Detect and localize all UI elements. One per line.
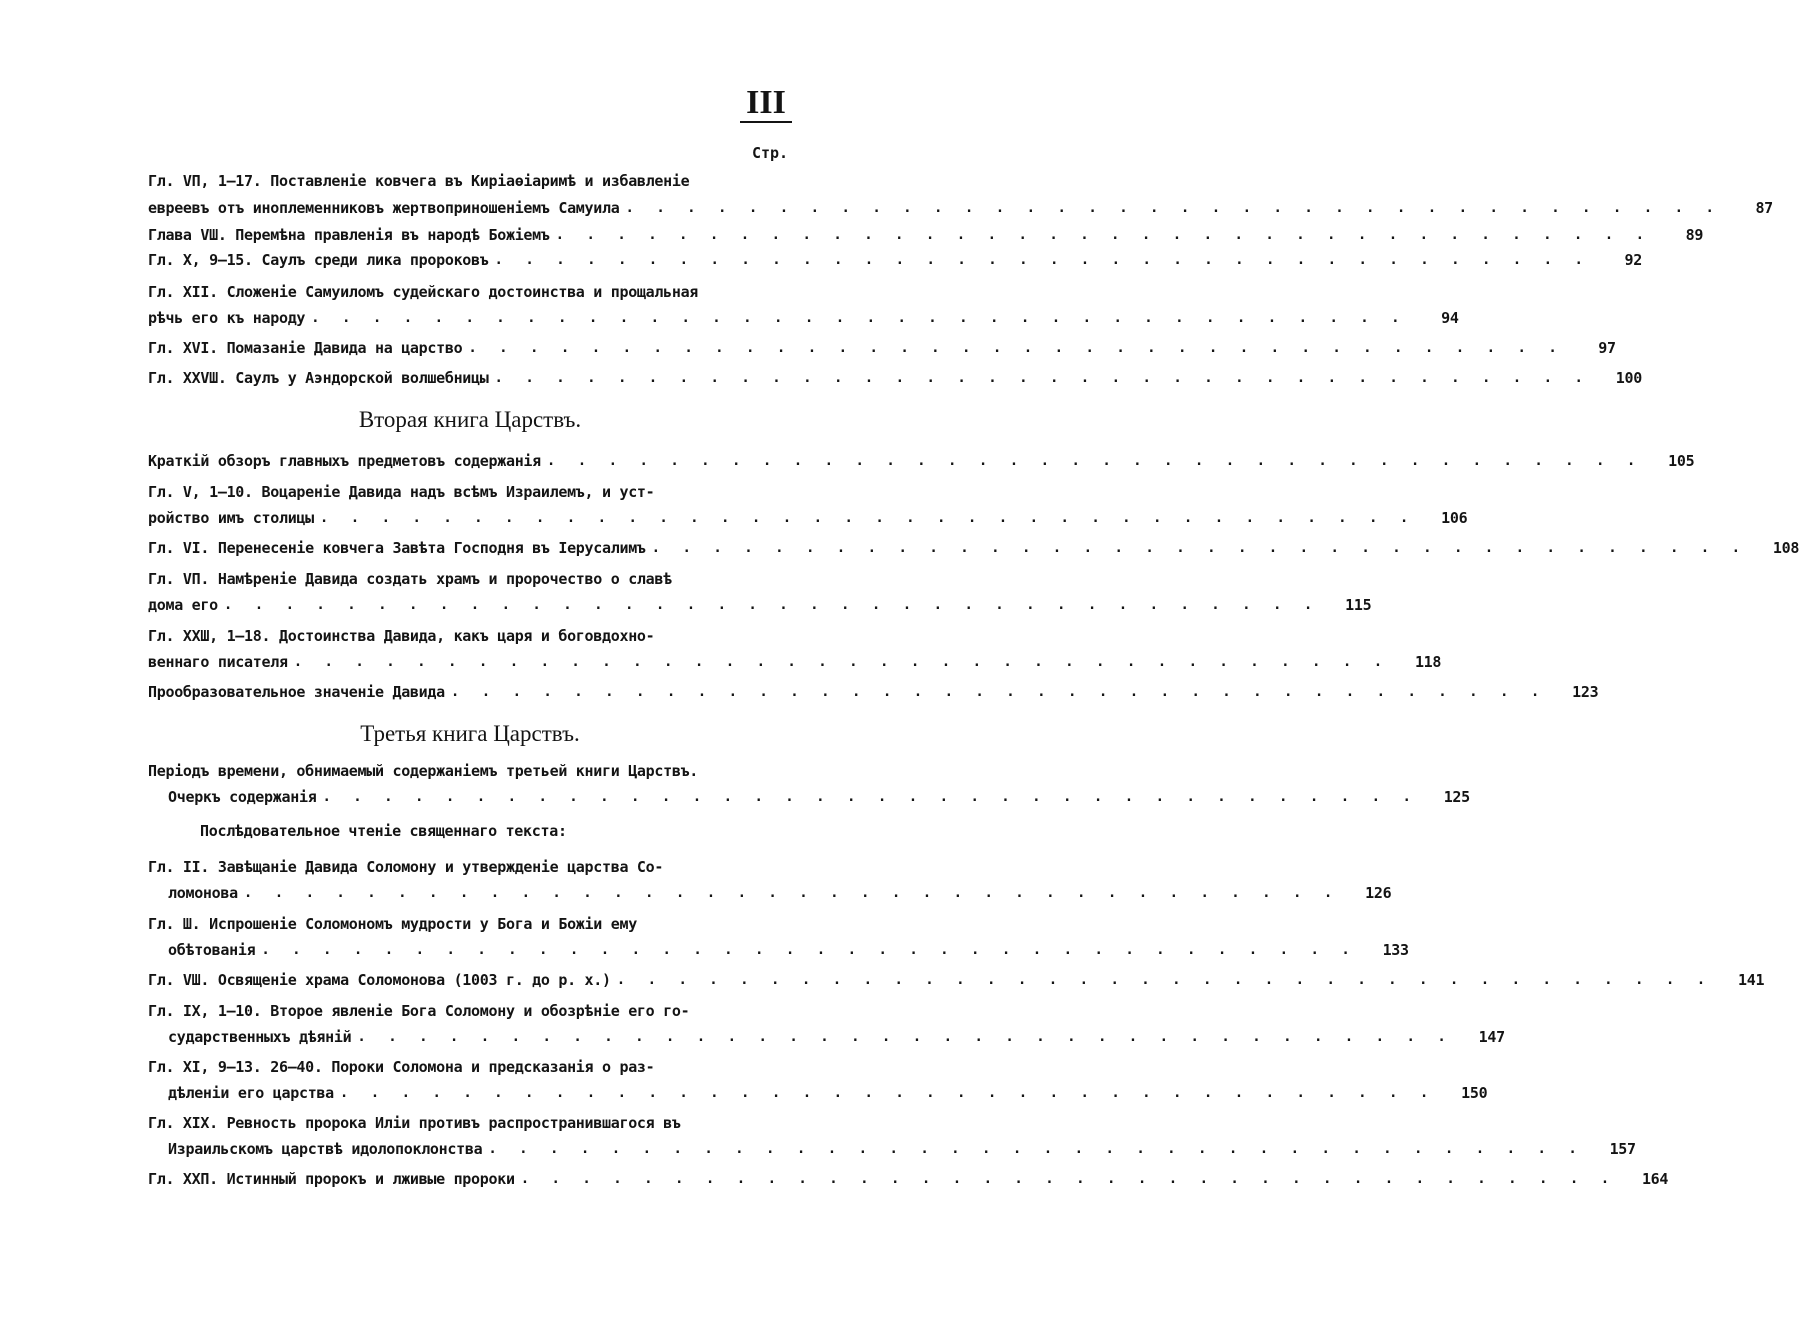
dot-leader: . . . . . . . . . . . . . . . . . . . . . . . . . . . . . . . . . . . . — [651, 540, 1748, 556]
toc-entry: евреевъ отъ иноплеменниковъ жертвоприношеніемъ Самуила . . . . . . . . . . . . . . . . . . . . . . . . . . . . . . . . . . . . 87 — [148, 199, 1773, 217]
toc-entry-line: Гл. VП. Намѣреніе Давида создать храмъ и пророчество о славѣ — [148, 570, 672, 588]
toc-entry-line: Гл. II. Завѣщаніе Давида Соломону и утвержденіе царства Со- — [148, 858, 664, 876]
toc-entry-line: Гл. XII. Сложеніе Самуиломъ судейскаго достоинства и прощальная — [148, 283, 699, 301]
toc-page-number: 89 — [1685, 226, 1704, 244]
toc-entry: обѣтованія . . . . . . . . . . . . . . . . . . . . . . . . . . . . . . . . . . . . 133 — [168, 941, 1409, 959]
toc-page-number: 87 — [1755, 199, 1773, 217]
toc-entry-line: Гл. Ш. Испрошеніе Соломономъ мудрости у Бога и Божіи ему — [148, 915, 637, 933]
dot-leader: . . . . . . . . . . . . . . . . . . . . . . . . . . . . . . . . . . . . — [494, 252, 1590, 268]
toc-page-number: 164 — [1641, 1170, 1669, 1188]
subheading: Послѣдовательное чтеніе священнаго текста: — [200, 822, 567, 840]
toc-entry-line: Гл. V, 1—10. Воцареніе Давида надъ всѣмъ Израилемъ, и уст- — [148, 483, 655, 501]
dot-leader: . . . . . . . . . . . . . . . . . . . . . . . . . . . . . . . . . . . . — [616, 972, 1713, 988]
dot-leader: . . . . . . . . . . . . . . . . . . . . . . . . . . . . . . . . . . . . — [319, 510, 1416, 526]
page-column-label: Стр. — [751, 144, 789, 162]
toc-entry: дѣленіи его царства . . . . . . . . . . . . . . . . . . . . . . . . . . . . . . . . . . . . 150 — [168, 1084, 1488, 1102]
toc-entry: веннаго писателя . . . . . . . . . . . . . . . . . . . . . . . . . . . . . . . . . . . . 118 — [148, 653, 1442, 671]
dot-leader: . . . . . . . . . . . . . . . . . . . . . . . . . . . . . . . . . . . . — [311, 310, 1407, 326]
toc-page-number: 141 — [1737, 971, 1765, 989]
toc-entry: Израильскомъ царствѣ идолопоклонства . . . . . . . . . . . . . . . . . . . . . . . . . . . . . . . . . . . . 157 — [168, 1140, 1636, 1158]
toc-entry: Гл. VI. Перенесеніе ковчега Завѣта Господня въ Іерусалимъ . . . . . . . . . . . . . . . . . . . . . . . . . . . . . . . . . . . . 108 — [148, 539, 1799, 557]
toc-page-number: 118 — [1414, 653, 1442, 671]
toc-page-number: 100 — [1615, 369, 1642, 387]
toc-page-number: 157 — [1609, 1140, 1636, 1158]
toc-page-number: 133 — [1382, 941, 1409, 959]
toc-entry-line: Гл. XXШ, 1—18. Достоинства Давида, какъ царя и боговдохно- — [148, 627, 655, 645]
toc-page-number: 125 — [1443, 788, 1470, 806]
page-number-rule — [740, 121, 792, 123]
toc-page-number: 123 — [1572, 683, 1599, 701]
dot-leader: . . . . . . . . . . . . . . . . . . . . . . . . . . . . . . . . . . . . — [555, 227, 1652, 243]
dot-leader: . . . . . . . . . . . . . . . . . . . . . . . . . . . . . . . . . . . . — [494, 370, 1590, 386]
section-heading-second-kings: Вторая книга Царствъ. — [358, 407, 582, 432]
dot-leader: . . . . . . . . . . . . . . . . . . . . . . . . . . . . . . . . . . . . — [520, 1171, 1617, 1187]
toc-entry: дома его . . . . . . . . . . . . . . . . . . . . . . . . . . . . . . . . . . . . 115 — [148, 596, 1372, 614]
dot-leader: . . . . . . . . . . . . . . . . . . . . . . . . . . . . . . . . . . . . — [243, 885, 1340, 901]
toc-entry-line: Гл. IX, 1—10. Второе явленіе Бога Соломону и обозрѣніе его го- — [148, 1002, 690, 1020]
toc-page-number: 97 — [1598, 339, 1616, 357]
toc-page-number: 106 — [1441, 509, 1468, 527]
dot-leader: . . . . . . . . . . . . . . . . . . . . . . . . . . . . . . . . . . . . — [223, 597, 1320, 613]
dot-leader: . . . . . . . . . . . . . . . . . . . . . . . . . . . . . . . . . . . . — [357, 1029, 1453, 1045]
section-heading-third-kings: Третья книга Царствъ. — [360, 721, 580, 746]
toc-page-number: 108 — [1772, 539, 1799, 557]
toc-entry: Глава VШ. Перемѣна правленія въ народѣ Божіемъ . . . . . . . . . . . . . . . . . . . . . . . . . . . . . . . . . . . . 89 — [148, 226, 1704, 244]
toc-page-number: 147 — [1478, 1028, 1505, 1046]
dot-leader: . . . . . . . . . . . . . . . . . . . . . . . . . . . . . . . . . . . . — [546, 453, 1643, 469]
dot-leader: . . . . . . . . . . . . . . . . . . . . . . . . . . . . . . . . . . . . — [261, 942, 1357, 958]
toc-entry: Краткій обзоръ главныхъ предметовъ содержанія . . . . . . . . . . . . . . . . . . . . . . . . . . . . . . . . . . . . 105 — [148, 452, 1695, 470]
dot-leader: . . . . . . . . . . . . . . . . . . . . . . . . . . . . . . . . . . . . — [468, 340, 1564, 356]
toc-entry: Гл. VШ. Освященіе храма Соломонова (1003 г. до р. х.) . . . . . . . . . . . . . . . . . . . . . . . . . . . . . . . . . . . . 141 — [148, 971, 1765, 989]
toc-entry: ройство имъ столицы . . . . . . . . . . . . . . . . . . . . . . . . . . . . . . . . . . . . 106 — [148, 509, 1468, 527]
page-number: III — [746, 84, 786, 121]
toc-entry: Гл. X, 9—15. Саулъ среди лика пророковъ . . . . . . . . . . . . . . . . . . . . . . . . . . . . . . . . . . . . 92 — [148, 251, 1642, 269]
toc-page-number: 126 — [1365, 884, 1392, 902]
dot-leader: . . . . . . . . . . . . . . . . . . . . . . . . . . . . . . . . . . . . — [322, 789, 1418, 805]
toc-page-number: 92 — [1624, 251, 1642, 269]
toc-entry: сударственныхъ дѣяній . . . . . . . . . . . . . . . . . . . . . . . . . . . . . . . . . . . . 147 — [168, 1028, 1505, 1046]
dot-leader: . . . . . . . . . . . . . . . . . . . . . . . . . . . . . . . . . . . . — [488, 1141, 1584, 1157]
dot-leader: . . . . . . . . . . . . . . . . . . . . . . . . . . . . . . . . . . . . — [293, 654, 1390, 670]
toc-entry: рѣчь его къ народу . . . . . . . . . . . . . . . . . . . . . . . . . . . . . . . . . . . . 94 — [148, 309, 1459, 327]
toc-entry: Гл. XXП. Истинный пророкъ и лживые пророки . . . . . . . . . . . . . . . . . . . . . . . . . . . . . . . . . . . . 164 — [148, 1170, 1669, 1188]
toc-entry: Гл. XXVШ. Саулъ у Аэндорской волшебницы . . . . . . . . . . . . . . . . . . . . . . . . . . . . . . . . . . . . 100 — [148, 369, 1642, 387]
toc-page-number: 150 — [1461, 1084, 1488, 1102]
dot-leader: . . . . . . . . . . . . . . . . . . . . . . . . . . . . . . . . . . . . — [625, 200, 1721, 216]
dot-leader: . . . . . . . . . . . . . . . . . . . . . . . . . . . . . . . . . . . . — [450, 684, 1547, 700]
dot-leader: . . . . . . . . . . . . . . . . . . . . . . . . . . . . . . . . . . . . — [339, 1085, 1436, 1101]
toc-entry: Гл. XVI. Помазаніе Давида на царство . . . . . . . . . . . . . . . . . . . . . . . . . . . . . . . . . . . . 97 — [148, 339, 1616, 357]
toc-entry-line: Гл. XI, 9—13. 26—40. Пороки Соломона и предсказанія о раз- — [148, 1058, 655, 1076]
toc-entry-line: Гл. XIX. Ревность пророка Иліи противъ распространившагося въ — [148, 1114, 681, 1132]
toc-entry-line: Гл. VП, 1—17. Поставленіе ковчега въ Киріаѳіаримѣ и избавленіе — [148, 172, 690, 190]
toc-entry-line: Періодъ времени, обнимаемый содержаніемъ третьей книги Царствъ. — [148, 762, 699, 780]
toc-page-number: 115 — [1345, 596, 1372, 614]
toc-entry: Очеркъ содержанія . . . . . . . . . . . . . . . . . . . . . . . . . . . . . . . . . . . . 125 — [168, 788, 1470, 806]
toc-entry: ломонова . . . . . . . . . . . . . . . . . . . . . . . . . . . . . . . . . . . . 126 — [168, 884, 1392, 902]
toc-page-number: 94 — [1441, 309, 1459, 327]
toc-page-number: 105 — [1668, 452, 1695, 470]
toc-entry: Прообразовательное значеніе Давида . . . . . . . . . . . . . . . . . . . . . . . . . . . . . . . . . . . . 123 — [148, 683, 1599, 701]
